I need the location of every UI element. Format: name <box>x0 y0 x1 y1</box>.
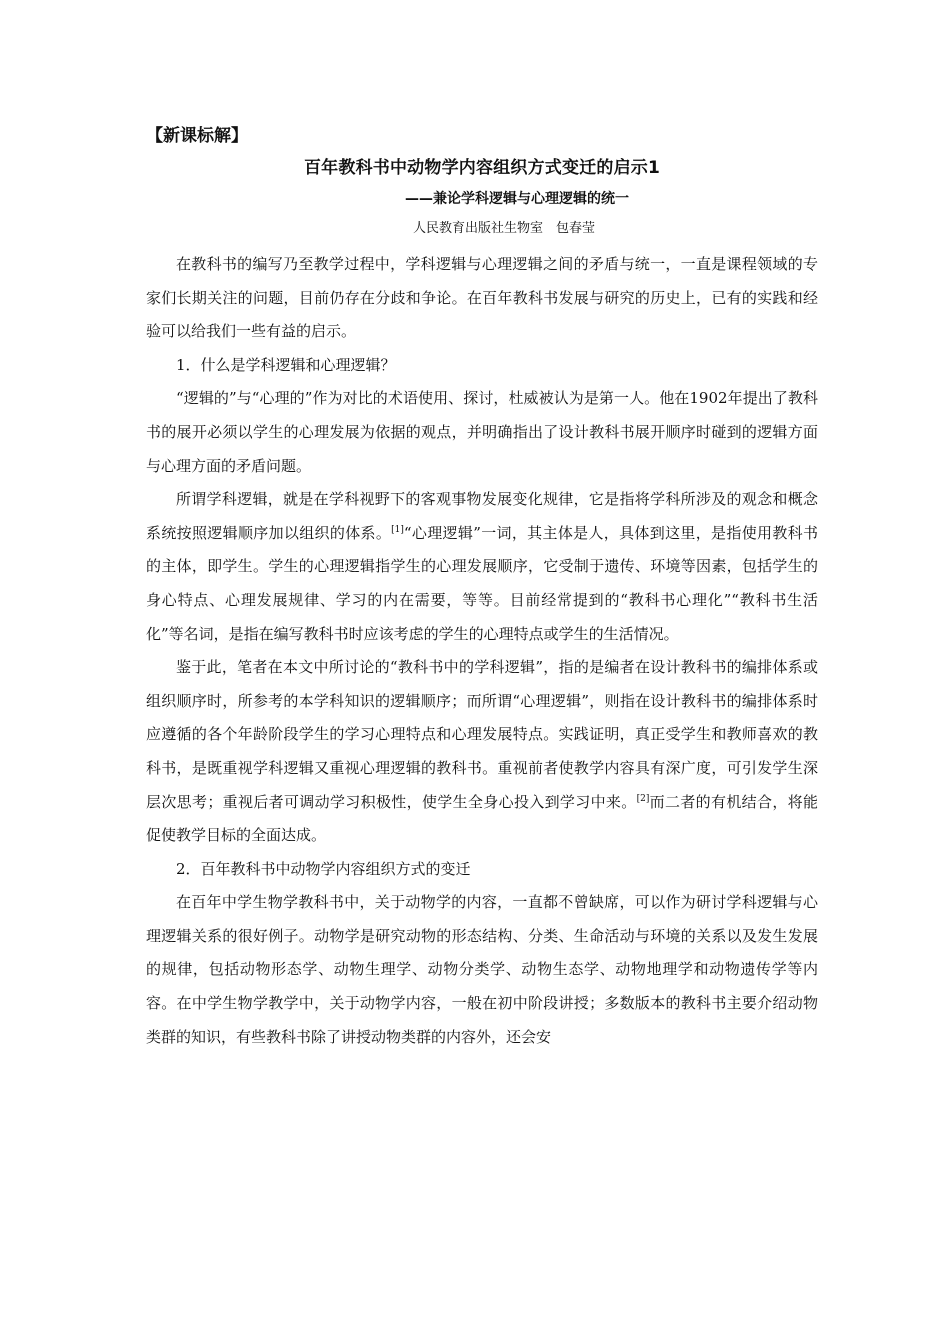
section-heading-2: 2．百年教科书中动物学内容组织方式的变迁 <box>176 859 471 878</box>
paragraph-discussion-part-a: 鉴于此，笔者在本文中所讨论的“教科书中的学科逻辑”，指的是编者在设计教科书的编排体系或组织顺序时，所参考的本学科知识的逻辑顺序；而所谓“心理逻辑”，则指在设计教科书的编排体系时应遵循的各个年龄阶段学生的学习心理特点和心理发展特点。实践证明，真正受学生和教师喜欢的教科书，是既重视学科逻辑又重视心理逻辑的教科书。重视前者使教学内容具有深广度，可引发学生深层次思考；重视后者可调动学习积极性，使学生全身心投入到学习中来。 <box>146 658 818 811</box>
paragraph-discussion-part-b: 而二者的有机结合，将能促使教学目标的全面达成。 <box>146 792 818 845</box>
section-heading-1: 1．什么是学科逻辑和心理逻辑？ <box>176 355 396 374</box>
article-title: 百年教科书中动物学内容组织方式变迁的启示1 <box>303 158 661 178</box>
paragraph-intro: 在教科书的编写乃至教学过程中，学科逻辑与心理逻辑之间的矛盾与统一，一直是课程领域的专家们长期关注的问题，目前仍存在分歧和争论。在百年教科书发展与研究的历史上，已有的实践和经验可以给我们一些有益的启示。 <box>146 255 818 341</box>
paragraph-definitions-part-a: 所谓学科逻辑，就是在学科视野下的客观事物发展变化规律，它是指将学科所涉及的观念和概念系统按照逻辑顺序加以组织的体系。 <box>146 490 818 542</box>
citation-ref-1: [1] <box>391 524 404 535</box>
document-content <box>146 122 818 1054</box>
paragraph-definitions <box>146 483 818 651</box>
paragraph-discussion <box>146 651 818 853</box>
paragraph-dewey: “逻辑的”与“心理的”作为对比的术语使用、探讨，杜威被认为是第一人。他在1902年提出了教科书的展开必须以学生的心理发展为依据的观点，并明确指出了设计教科书展开顺序时碰到的逻辑方面与心理方面的矛盾问题。 <box>146 389 818 475</box>
article-subtitle: ——兼论学科逻辑与心理逻辑的统一 <box>405 191 629 207</box>
paragraph-definitions-part-b: “心理逻辑”一词，其主体是人，具体到这里，是指使用教科书的主体，即学生。学生的心理逻辑指学生的心理发展顺序，它受制于遗传、环境等因素，包括学生的身心特点、心理发展规律、学习的内在需要，等等。目前经常提到的“教科书心理化”“教科书生活化”等名词，是指在编写教科书时应该考虑的学生的心理特点或学生的生活情况。 <box>146 523 818 643</box>
section-tag: 【新课标解】 <box>146 126 248 146</box>
article-author: 人民教育出版社生物室 包春莹 <box>412 221 595 236</box>
citation-ref-2: [2] <box>636 793 650 804</box>
paragraph-zoology: 在百年中学生物学教科书中，关于动物学的内容，一直都不曾缺席，可以作为研讨学科逻辑与心理逻辑关系的很好例子。动物学是研究动物的形态结构、分类、生命活动与环境的关系以及发生发展的规律，包括动物形态学、动物生理学、动物分类学、动物生态学、动物地理学和动物遗传学等内容。在中学生物学教学中，关于动物学内容，一般在初中阶段讲授；多数版本的教科书主要介绍动物类群的知识，有些教科书除了讲授动物类群的内容外，还会安 <box>146 893 818 1046</box>
